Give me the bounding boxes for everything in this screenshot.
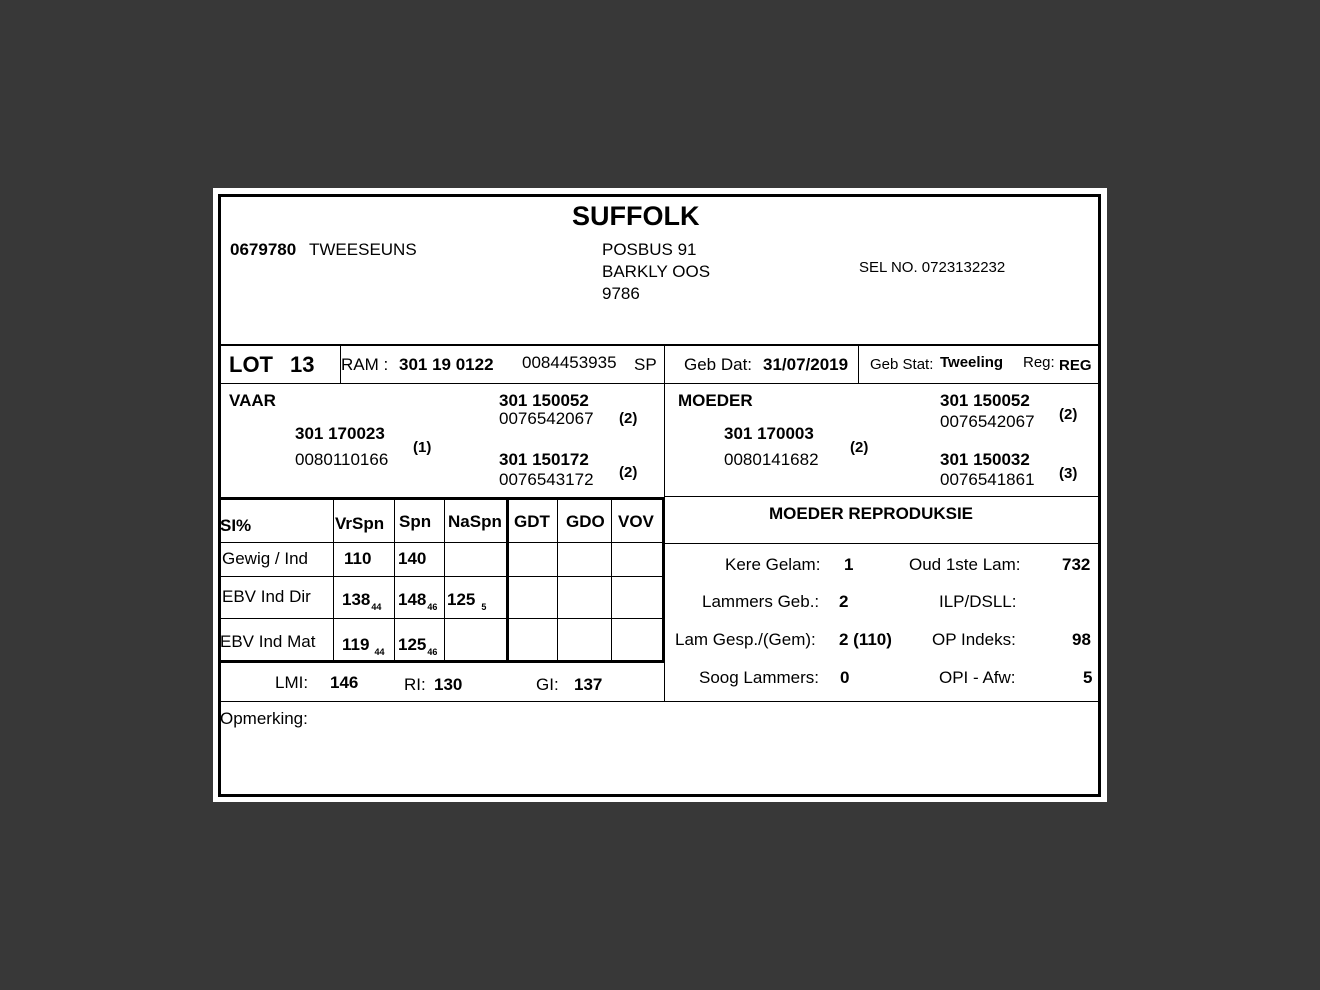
divider [220, 701, 1099, 702]
ri-label: RI: [404, 675, 426, 694]
divider [664, 543, 1099, 544]
lot-card [213, 188, 1107, 802]
row-label: EBV Ind Dir [222, 587, 311, 606]
phone-number: SEL NO. 0723132232 [859, 259, 1006, 276]
col-header-vrspn: VrSpn [335, 514, 385, 533]
op-indeks-value: 98 [1072, 630, 1091, 649]
gi-label: GI: [536, 675, 559, 694]
cell-vrspn [342, 590, 382, 612]
cell-naspn [447, 590, 487, 612]
sire-sire-count: (2) [619, 410, 638, 427]
lam-gesp-label: Lam Gesp./(Gem): [675, 630, 816, 649]
col-header-gdo: GDO [566, 512, 605, 531]
soog-lammers-value: 0 [840, 668, 850, 687]
lmi-label: LMI: [275, 673, 309, 692]
address-line-2: BARKLY OOS [602, 262, 711, 281]
col-header-vov: VOV [618, 512, 654, 531]
divider [506, 499, 509, 662]
owner-name: TWEESEUNS [309, 240, 417, 259]
divider [858, 345, 859, 383]
reg-label: Reg: [1023, 354, 1055, 371]
breed-title: SUFFOLK [572, 201, 700, 231]
dam-dam-code: 0076541861 [940, 470, 1035, 489]
address-line-3: 9786 [602, 284, 640, 303]
lot-label: LOT [229, 352, 273, 377]
cell-vrspn [342, 635, 385, 657]
cell-spn: 140 [398, 549, 427, 568]
cell-spn [398, 590, 438, 612]
ilp-label: ILP/DSLL: [939, 592, 1017, 611]
divider [333, 499, 334, 662]
divider [611, 499, 612, 662]
sire-sire-code: 0076542067 [499, 409, 594, 428]
birth-date: 31/07/2019 [763, 355, 849, 374]
reg-value: REG [1059, 357, 1092, 374]
col-header-naspn: NaSpn [448, 512, 502, 531]
divider [557, 499, 558, 662]
divider [220, 383, 1099, 384]
oud-lam-label: Oud 1ste Lam: [909, 555, 1021, 574]
oud-lam-value: 732 [1062, 555, 1091, 574]
cell-value: 125 [398, 635, 427, 654]
dam-sire-count: (2) [1059, 406, 1078, 423]
sire-dam-count: (2) [619, 464, 638, 481]
row-label: EBV Ind Mat [220, 632, 316, 651]
col-header-gdt: GDT [514, 512, 550, 531]
col-header-spn: Spn [399, 512, 432, 531]
birth-status-label: Geb Stat: [870, 356, 934, 373]
cell-spn [398, 635, 438, 657]
owner-id: 0679780 [230, 240, 297, 259]
sire-dam-id: 301 150172 [499, 450, 589, 469]
lammers-geb-label: Lammers Geb.: [702, 592, 820, 611]
row-label: Gewig / Ind [222, 549, 308, 568]
divider [220, 576, 665, 577]
cell-subscript: 5 [481, 602, 487, 612]
ram-code: 0084453935 [522, 353, 617, 372]
cell-subscript: 44 [371, 602, 382, 612]
cell-value: 125 [447, 590, 476, 609]
cell-subscript: 46 [427, 647, 438, 657]
kere-gelam-value: 1 [844, 555, 854, 574]
soog-lammers-label: Soog Lammers: [699, 668, 819, 687]
dam-code: 0080141682 [724, 450, 819, 469]
address-line-1: POSBUS 91 [602, 240, 697, 259]
dam-count: (2) [850, 439, 869, 456]
lot-number: 13 [290, 352, 315, 377]
lmi-value: 146 [330, 673, 359, 692]
sire-label: VAAR [229, 391, 276, 410]
sire-dam-code: 0076543172 [499, 470, 594, 489]
sire-sire-id: 301 150052 [499, 391, 589, 410]
remark-label: Opmerking: [220, 709, 308, 728]
op-indeks-label: OP Indeks: [932, 630, 1016, 649]
lammers-geb-value: 2 [839, 592, 849, 611]
sire-code: 0080110166 [295, 450, 389, 469]
birth-date-label: Geb Dat: [684, 355, 753, 374]
col-header-si: SI% [220, 516, 252, 535]
opi-afw-label: OPI - Afw: [939, 668, 1016, 687]
dam-sire-code: 0076542067 [940, 412, 1035, 431]
opi-afw-value: 5 [1083, 668, 1093, 687]
gi-value: 137 [574, 675, 603, 694]
birth-status: Tweeling [940, 354, 1004, 371]
cell-value: 119 [342, 635, 370, 654]
dam-sire-id: 301 150052 [940, 391, 1030, 410]
cell-vrspn: 110 [344, 549, 372, 568]
divider [220, 660, 665, 663]
kere-gelam-label: Kere Gelam: [725, 555, 821, 574]
divider [662, 499, 665, 662]
dam-dam-count: (3) [1059, 465, 1078, 482]
cell-subscript: 44 [374, 647, 385, 657]
cell-value: 148 [398, 590, 427, 609]
dam-dam-id: 301 150032 [940, 450, 1030, 469]
cell-value: 138 [342, 590, 371, 609]
ram-label: RAM : [341, 355, 389, 374]
dam-id: 301 170003 [724, 424, 814, 443]
divider [444, 499, 445, 662]
lam-gesp-value: 2 (110) [839, 630, 892, 649]
divider [220, 542, 665, 543]
divider [394, 499, 395, 662]
divider [220, 344, 1099, 346]
dam-label: MOEDER [678, 391, 753, 410]
divider [664, 496, 1099, 497]
sire-id: 301 170023 [295, 424, 385, 443]
divider [220, 618, 665, 619]
ri-value: 130 [434, 675, 463, 694]
ram-suffix: SP [634, 355, 657, 374]
cell-subscript: 46 [427, 602, 438, 612]
ram-id: 301 19 0122 [399, 355, 494, 374]
divider [220, 497, 665, 500]
reproduction-title: MOEDER REPRODUKSIE [769, 504, 974, 523]
sire-count: (1) [413, 439, 432, 456]
